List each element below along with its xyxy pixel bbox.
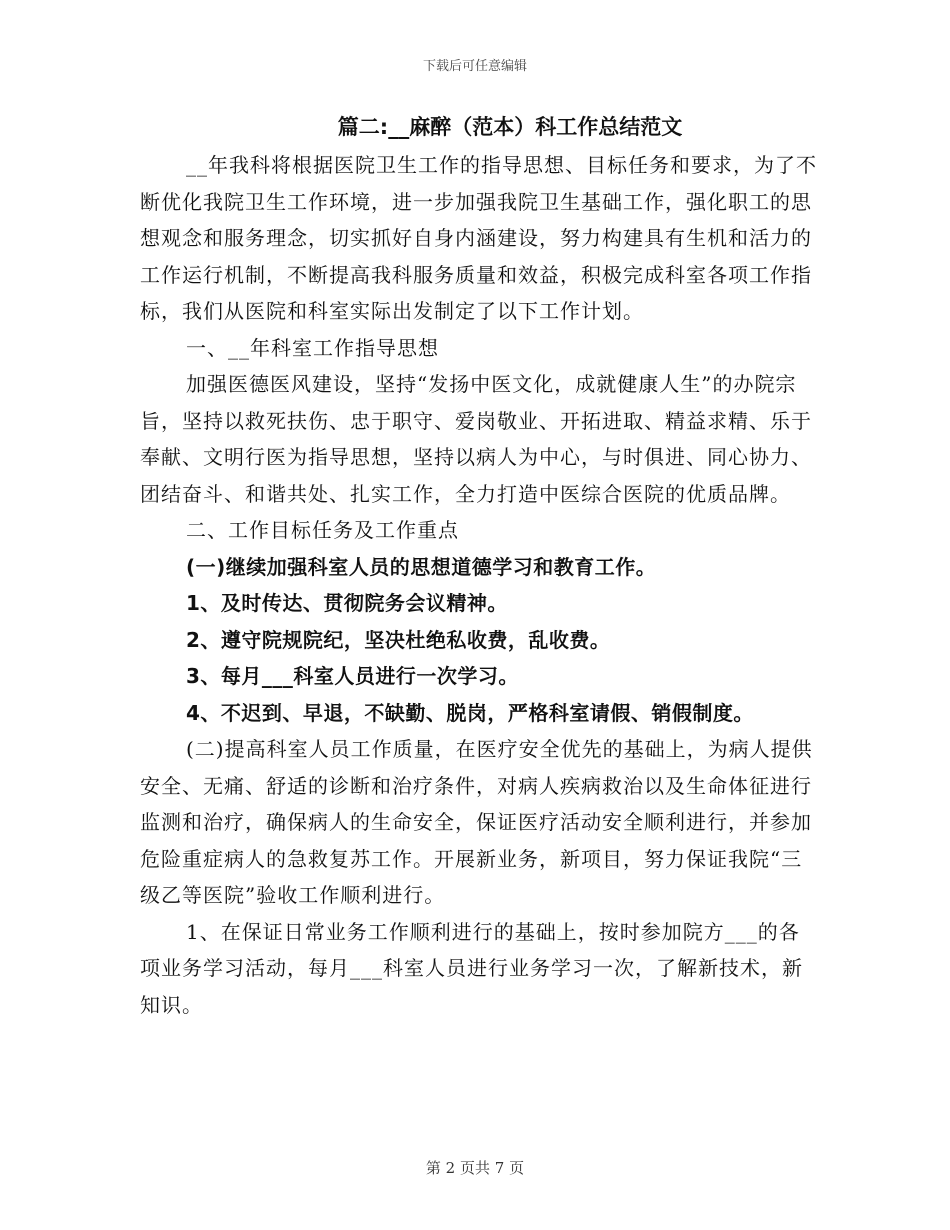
list-item: 4、不迟到、早退，不缺勤、脱岗，严格科室请假、销假制度。	[186, 700, 754, 725]
document-title: 篇二:__麻醉（范本）科工作总结范文	[337, 115, 683, 139]
list-item: 3、每月___科室人员进行一次学习。	[186, 664, 519, 688]
subsection-heading-1: (一)继续加强科室人员的思想道德学习和教育工作。	[186, 554, 657, 579]
section-heading-2: 二、工作目标任务及工作重点	[186, 518, 459, 542]
page-number: 第 2 页共 7 页	[425, 1159, 525, 1177]
section-1-paragraph: 加强医德医风建设，坚持“发扬中医文化，成就健康人生”的办院宗旨，坚持以救死扶伤、忠于职守、爱岗敬业、开拓进取、精益求精、乐于奉献、文明行医为指导思想，坚持以病人为中心，与时俱进、同心协力、团结奋斗、和谐共处、扎实工作，全力打造中医综合医院的优质品牌。	[140, 372, 812, 506]
section-heading-1: 一、__年科室工作指导思想	[186, 335, 439, 360]
list-item: 1、及时传达、贯彻院务会议精神。	[186, 591, 508, 615]
document-body	[140, 113, 820, 1023]
subsection-2-paragraph: (二)提高科室人员工作质量，在医疗安全优先的基础上，为病人提供安全、无痛、舒适的诊断和治疗条件，对病人疾病救治以及生命体征进行监测和治疗，确保病人的生命安全，保证医疗活动安全顺利进行，并参加危险重症病人的急救复苏工作。开展新业务，新项目，努力保证我院“三级乙等医院”验收工作顺利进行。	[140, 737, 813, 907]
intro-paragraph: __年我科将根据医院卫生工作的指导思想、目标任务和要求，为了不断优化我院卫生工作环境，进一步加强我院卫生基础工作，强化职工的思想观念和服务理念，切实抓好自身内涵建设，努力构建具有生机和活力的工作运行机制，不断提高我科服务质量和效益，积极完成科室各项工作指标，我们从医院和科室实际出发制定了以下工作计划。	[140, 153, 817, 323]
list-item: 2、遵守院规院纪，坚决杜绝私收费，乱收费。	[186, 627, 611, 652]
page-header-note: 下载后可任意编辑	[422, 59, 527, 74]
subsection-2-item-1: 1、在保证日常业务工作顺利进行的基础上，按时参加院方___的各项业务学习活动，每月___科室人员进行业务学习一次，了解新技术，新知识。	[140, 919, 803, 1017]
